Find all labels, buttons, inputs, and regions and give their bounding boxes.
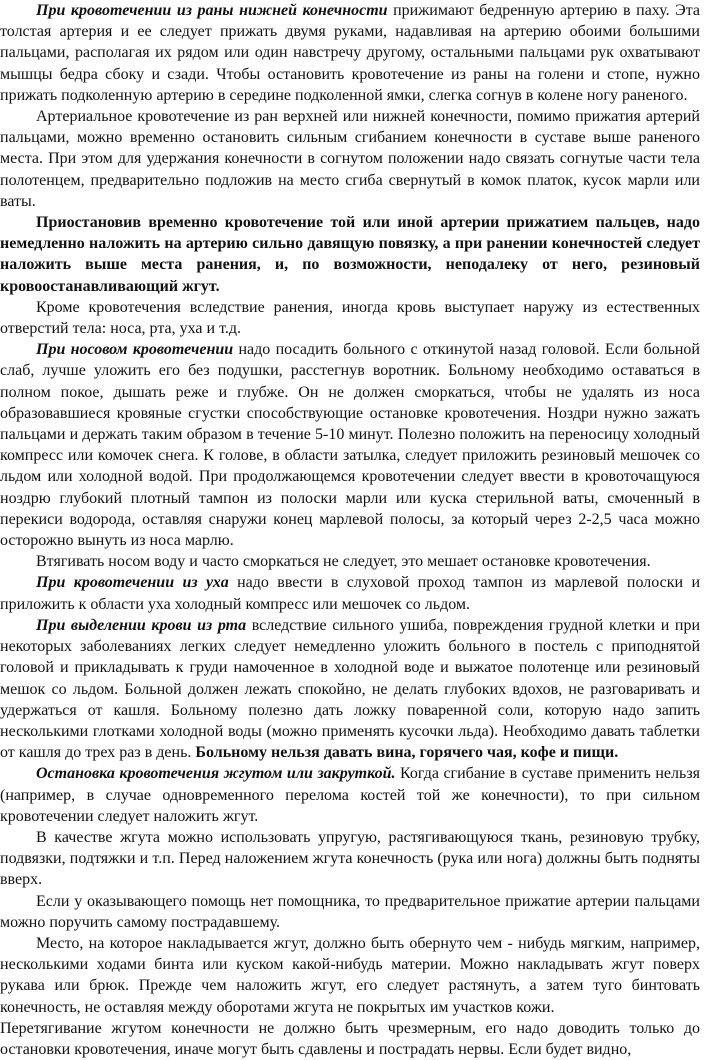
text-run: Если у оказывающего помощь нет помощника, то предварительное прижатие артерии пальцами можно поручить самому пострадавшему. (0, 892, 700, 931)
text-run: вследствие сильного ушиба, повреждения грудной клетки и при некоторых заболеваниях легких следует немедленно уложить больного в постель с приподнятой головой и прикладывать к груди намоченное в холодной воде и выжатое полотенце или резиновый мешок со льдом. Больной должен лежать спокойно, не делать глубоких вдохов, не разговаривать и удержаться от кашля. Больному полезно дать ложку поваренной соли, которую надо запить несколькими глотками холодной воды (можно применять кусочки льда). Необходимо давать таблетки от кашля до трех раз в день. (0, 616, 701, 762)
text-run: Место, на которое накладывается жгут, должно быть обернуто чем - нибудь мягким, например, несколькими ходами бинта или куском какой-нибудь материи. Можно накладывать жгут поверх рукава или брюк. Прежде чем наложить жгут, его следует растянуть, а затем туго бинтовать конечность, не оставляя между оборотами жгута не покрытых им участков кожи. (0, 934, 700, 1016)
text-run: надо посадить больного с откинутой назад головой. Если больной слаб, лучше уложить его без подушки, расстегнув воротник. Больному необходимо оставаться в полном покое, дышать реже и глубже. Он не должен сморкаться, чтобы не удалять из носа образовавшиеся кровяные сгустки способствующие остановке кровотечения. Ноздри нужно зажать пальцами и держать таким образом в течение 5-10 минут. Полезно положить на переносицу холодный компресс или комочек снега. К голове, в области затылка, следует приложить резиновый мешочек со льдом или холодной водой. При продолжающемся кровотечении следует ввести в кровоточащуюся ноздрю глубокий плотный тампон из полоски марли или куска стерильной ваты, смоченный в перекиси водорода, оставляя снаружи конец марлевой полосы, за который через 2-2,5 часа можно осторожно вынуть из носа марлю. (0, 341, 700, 550)
emphasis-run: Больному нельзя давать вина, горячего чая, кофе и пищи. (195, 744, 619, 762)
paragraph (0, 763, 700, 827)
emphasis-run: При кровотечении из раны нижней конечности (36, 2, 388, 19)
paragraph (0, 106, 700, 212)
text-run: надо ввести в слуховой проход тампон из марлевой полоски и приложить к области уха холодный компресс или мешочек со льдом. (0, 574, 700, 613)
text-run: прижимают бедренную артерию в паху. Эта толстая артерия и ее следует прижать двумя руками, надавливая на артерию обоими большими пальцами, располагая их рядом или один навстречу другому, остальными пальцами рук охватывают мышцы бедра сбоку и сзади. Чтобы остановить кровотечение из раны на голени и стопе, нужно прижать подколенную артерию в середине подколенной ямки, слегка согнув в колене ногу раненого. (0, 2, 700, 104)
text-run: Перетягивание жгутом конечности не должно быть чрезмерным, его надо доводить только до остановки кровотечения, иначе могут быть сдавлены и пострадать нервы. Если будет видно, (0, 1019, 700, 1058)
text-run: Артериальное кровотечение из ран верхней или нижней конечности, помимо прижатия артерий пальцами, можно временно остановить сильным сгибанием конечности в суставе выше раненого места. При этом для удержания конечности в согнутом положении надо связать согнутые части тела полотенцем, предварительно подложив на место сгиба свернутый в комок платок, кусок марли или ваты. (0, 108, 700, 210)
text-run: Втягивать носом воду и часто сморкаться не следует, это мешает остановке кровотечения. (36, 553, 651, 571)
paragraph (0, 0, 700, 106)
paragraph (0, 891, 700, 933)
paragraph (0, 212, 700, 297)
paragraph (0, 572, 700, 614)
text-run: Когда сгибание в суставе применить нельзя (например, в случае одновременного перелома костей той же конечности), то при сильном кровотечении следует наложить жгут. (0, 765, 700, 825)
paragraph (0, 615, 700, 763)
emphasis-run: При носовом кровотечении (36, 341, 234, 359)
emphasis-run: При выделении крови из рта (36, 616, 247, 634)
text-run: Кроме кровотечения вследствие ранения, иногда кровь выступает наружу из естественных отверстий тела: носа, рта, уха и т.д. (0, 298, 700, 338)
emphasis-run: При кровотечении из уха (36, 574, 229, 592)
paragraph (0, 1018, 700, 1060)
paragraph (0, 297, 700, 339)
text-run: В качестве жгута можно использовать упругую, растягивающуюся ткань, резиновую трубку, подвязки, подтяжки и т.п. Перед наложением жгута конечность (рука или нога) должны быть подняты вверх. (0, 828, 700, 889)
paragraph (0, 933, 700, 1018)
paragraph (0, 827, 700, 891)
emphasis-run: Приостановив временно кровотечение той или иной артерии прижатием пальцев, надо немедленно наложить на артерию сильно давящую повязку, а при ранении конечностей следует наложить выше места ранения, и, по возможности, неподалеку от него, резиновый кровоостанавливающий жгут. (0, 214, 700, 295)
paragraph (0, 551, 700, 572)
emphasis-run: Остановка кровотечения жгутом или закруткой. (36, 765, 396, 783)
paragraph (0, 339, 700, 551)
